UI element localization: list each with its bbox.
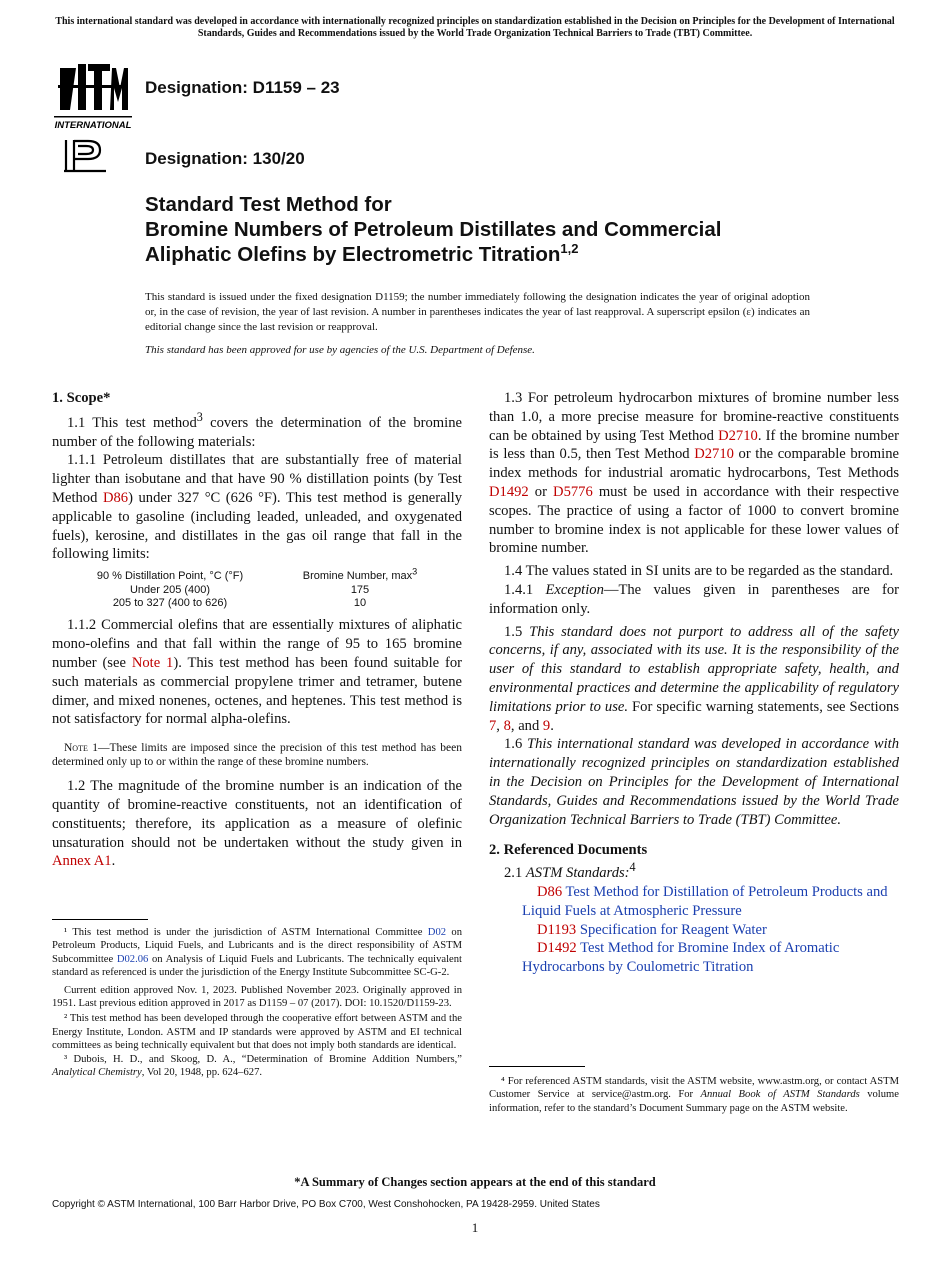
section-1-4: 1.4 The values stated in SI units are to be regarded as the standard. [504, 563, 894, 580]
section-1-2: 1.2 The magnitude of the bromine number is an indication of the quantity of bromine-reactive constituents, not an identification of constituents; therefore, its application as a measure of olefinic unsaturation should not be undertaken without the study given in Annex A1. [52, 778, 462, 870]
title-line-2: Bromine Numbers of Petroleum Distillates and Commercial [145, 218, 722, 241]
link-ref-title[interactable]: Specification for Reagent Water [579, 921, 767, 938]
reference-item [489, 921, 899, 940]
section-1-3: 1.3 For petroleum hydrocarbon mixtures of bromine number less than 1.0, a more precise measure for bromine-reactive constituents can be obtained by using Test Method D2710. If the bromine number is less than 0.5, then Test Method D2710 or the comparable bromine index methods for industrial aromatic hydrocarbons, Test Methods D1492 or D5776 must be used in accordance with their respective scopes. The practice of using a factor of 1000 to convert bromine number to bromine index is not applicable for these lower values of bromine number. [489, 390, 899, 557]
section-2-1: 2.1 ASTM Standards:$^4$ [504, 860, 636, 882]
dod-approval: This standard has been approved for use by agencies of the U.S. Department of Defense. [145, 344, 535, 356]
summary-of-changes-note: *A Summary of Changes section appears at the end of this standard [294, 1175, 656, 1189]
link-d02[interactable]: D02 [427, 927, 447, 938]
footnote-4: ⁴ For referenced ASTM standards, visit the ASTM website, www.astm.org, or contact ASTM Customer Service at service@astm.org. For Annual Book of ASTM Standards volume information, refer to the standard’s Document Summary page on the ASTM website. [489, 1076, 899, 1114]
link-d2710[interactable]: D2710 [694, 446, 734, 463]
table-cell: 10 [353, 596, 367, 609]
link-d1492[interactable]: D1492 [489, 483, 529, 500]
footnote-3: ³ Dubois, H. D., and Skoog, D. A., “Determination of Bromine Addition Numbers,” Analytical Chemistry, Vol 20, 1948, pp. 624–627. [52, 1053, 462, 1079]
link-d86[interactable]: D86 [102, 489, 129, 506]
reference-item [489, 883, 899, 921]
footnote-divider [52, 919, 148, 920]
link-annex-a1[interactable]: Annex A1 [52, 853, 112, 870]
copyright: Copyright © ASTM International, 100 Barr Harbor Drive, PO Box C700, West Conshohocken, PA 19428-2959. United States [52, 1199, 600, 1210]
section-1-4-1: 1.4.1 Exception—The values given in parentheses are for information only. [489, 581, 900, 617]
note-1: Note 1—These limits are imposed since the precision of this test method has been determined only up to or within the range of these bromine numbers. [52, 742, 462, 769]
right-column [489, 389, 899, 977]
link-section-9[interactable]: 9 [542, 717, 551, 734]
top-notice: This international standard was developed in accordance with internationally recognized principles on standardization established in the Decision on Principles for the Development of International Standards, Guides and Recommendations issued by the World Trade Organization Technical Barriers to Trade (TBT) Committee. [55, 16, 895, 39]
link-section-7[interactable]: 7 [489, 717, 497, 734]
footnote-divider [489, 1066, 585, 1067]
link-note-1[interactable]: Note 1 [131, 654, 174, 671]
title-line-3: Aliphatic Olefins by Electrometric Titration$^{1,2}$ [145, 241, 579, 266]
section-1-1: 1.1 This test method$^3$ covers the determination of the bromine number of the following materials: [52, 409, 462, 450]
referenced-documents-heading: 2. Referenced Documents [489, 842, 648, 859]
left-footnotes [52, 926, 462, 1079]
right-footnotes [489, 1075, 899, 1115]
designation-astm: Designation: D1159 – 23 [145, 78, 340, 97]
link-ref-code[interactable]: D1492 [537, 940, 577, 957]
astm-logo-subtitle: INTERNATIONAL [54, 120, 132, 131]
page-number: 1 [471, 1220, 479, 1235]
link-ref-title[interactable]: Test Method for Bromine Index of Aromatic Hydrocarbons by Coulometric Titration [522, 940, 840, 976]
link-d5776[interactable]: D5776 [553, 483, 593, 500]
designation-ip: Designation: 130/20 [145, 149, 305, 168]
link-section-8[interactable]: 8 [503, 717, 511, 734]
left-column [52, 389, 462, 871]
section-1-1-1: 1.1.1 Petroleum distillates that are substantially free of material lighter than isobutane and that have 90 % distillation points (by Test Method D86) under 327 °C (626 °F). This test method is generally applicable to gasoline (including leaded, unleaded, and oxygenated fuels), kerosine, and distillates in the gas oil range that fall in the following limits: [52, 452, 462, 563]
section-1-5: 1.5 This standard does not purport to address all of the safety concerns, if any, associated with its use. It is the responsibility of the user of this standard to establish appropriate safety, health, and environmental practices and determine the applicability of regulatory limitations prior to use. For specific warning statements, see Sections 7, 8, and 9. [489, 623, 900, 734]
preamble: This standard is issued under the fixed designation D1159; the number immediately following the designation indicates the year of original adoption or, in the case of revision, the year of last revision. A number in parentheses indicates the year of last reapproval. A superscript epsilon (ε) indicates an editorial change since the last revision or reapproval. [145, 291, 810, 333]
link-ref-code[interactable]: D86 [537, 883, 563, 900]
astm-logo [52, 58, 134, 132]
table-cell: Under 205 (400) [129, 583, 211, 596]
title-footnote-ref: 1,2 [560, 241, 579, 257]
footnote-1-edition: Current edition approved Nov. 1, 2023. Published November 2023. Originally approved in 1951. Last previous edition approved in 2017 as D1159 – 07 (2017). DOI: 10.1520/D1159-23. [52, 984, 462, 1010]
limits-table [70, 566, 450, 610]
footnote-2: ² This test method has been developed through the cooperative effort between ASTM and the Energy Institute, London. ASTM and IP standards were approved by ASTM and EI technical committees as being technically equivalent but that does not imply both standards are identical. [52, 1013, 462, 1052]
table-cell: 175 [350, 583, 370, 596]
link-d02-06[interactable]: D02.06 [116, 953, 149, 965]
title-line-1: Standard Test Method for [145, 193, 392, 216]
ip-logo [62, 138, 112, 174]
reference-item [489, 939, 899, 977]
document-title [145, 192, 845, 267]
link-d2710[interactable]: D2710 [718, 427, 758, 444]
section-1-1-2: 1.1.2 Commercial olefins that are essentially mixtures of aliphatic mono-olefins and that fall within the range of 95 to 165 bromine number (see Note 1). This test method has been found suitable for such materials as commercial propylene trimer and tetramer, butene dimer, and mixed nonenes, octenes, and heptenes. This test method is not satisfactory for normal alpha-olefins. [52, 617, 462, 728]
table-cell: 205 to 327 (400 to 626) [112, 596, 228, 609]
table-header: Bromine Number, $\max^3$ [302, 566, 418, 583]
link-ref-code[interactable]: D1193 [537, 921, 577, 938]
scope-heading: 1. Scope* [52, 390, 111, 406]
footnote-1: ¹ This test method is under the jurisdiction of ASTM International Committee D02 on Petroleum Products, Liquid Fuels, and Lubricants and is the direct responsibility of ASTM Subcommittee D02.06 on Analysis of Liquid Fuels and Lubricants. The technically equivalent standard as referenced is under the jurisdiction of the Energy Institute Subcommittee SC-G-2. [52, 927, 462, 979]
table-header: 90 % Distillation Point, °C (°F) [96, 570, 244, 583]
link-ref-title[interactable]: Test Method for Distillation of Petroleum Products and Liquid Fuels at Atmospheric Pressure [522, 883, 888, 919]
section-1-6: 1.6 This international standard was developed in accordance with internationally recognized principles on standardization established in the Decision on Principles for the Development of International Standards, Guides and Recommendations issued by the World Trade Organization Technical Barriers to Trade (TBT) Committee. [489, 736, 900, 828]
